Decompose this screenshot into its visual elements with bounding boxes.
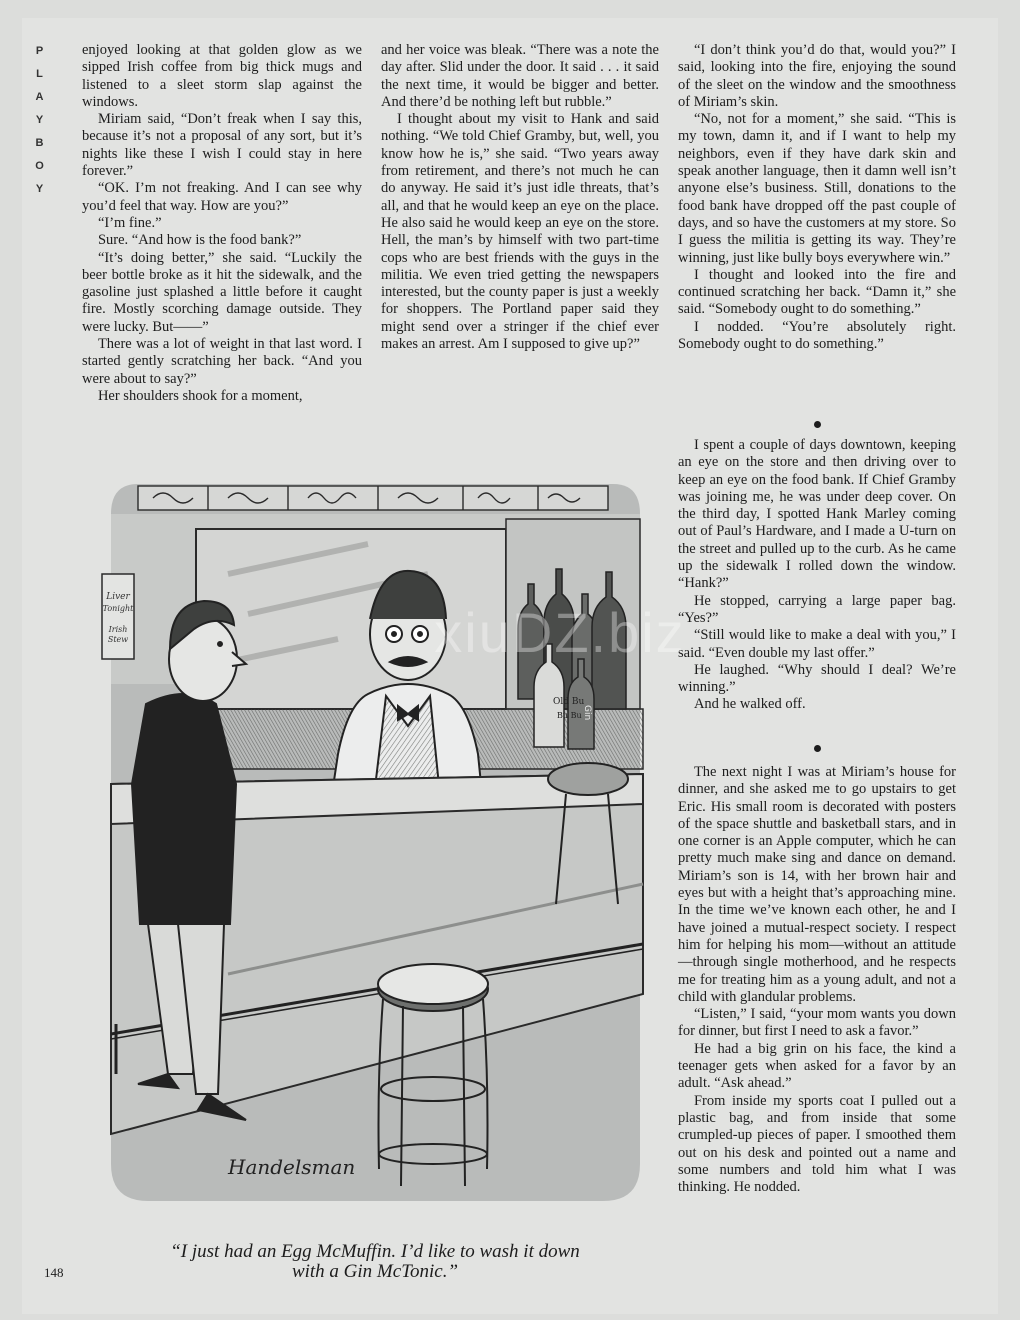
page-number: 148 <box>44 1265 64 1280</box>
bottle-label: Bu Bu <box>557 711 582 720</box>
paragraph: I thought about my visit to Hank and said nothing. “We told Chief Gramby, but, well, you know how he is,” she said. “Two years away from retirement, and there’s not much he can do anyway. He said it’s just idle threats, that’s all, and that he would keep an eye on the place. He also said he would keep an eye on the store. Hell, the man’s by himself with two part-time cops who are best friends with the guys in the militia. We even tried getting the newspapers interested, but the county paper is just a weekly for shoppers. The Portland paper said they might send over a stringer if the chief ever makes an arrest. Am I supposed to give up?” <box>381 111 659 353</box>
bottle-label: Old Bu <box>553 697 585 707</box>
watermark: xiuDZ.biz <box>434 601 686 664</box>
column-2 <box>381 42 659 353</box>
section-break-bullet <box>814 421 821 428</box>
paragraph: “I don’t think you’d do that, would you?” I said, looking into the fire, enjoying the sound of the sleet on the window and the smoothness of Miriam’s skin. <box>678 42 956 110</box>
sign-text: Tonight <box>102 604 134 613</box>
cartoon-caption: “I just had an Egg McMuffin. I’d like to wash it down with a Gin McTonic.” <box>170 1241 580 1282</box>
paragraph: I nodded. “You’re absolutely right. Somebody ought to do something.” <box>678 318 956 353</box>
column-3-part-1 <box>678 42 956 353</box>
paragraph: Miriam said, “Don’t freak when I say this, because it’s not a proposal of any sort, but it’s nights like these I wish I could stay in here forever.” <box>82 111 362 180</box>
paragraph: “Listen,” I said, “your mom wants you down for dinner, but first I need to ask a favor.” <box>678 1006 956 1040</box>
paragraph: The next night I was at Miriam’s house for dinner, and she asked me to go upstairs to get Eric. His small room is decorated with posters of the space shuttle and basketball stars, and in one corner is an Apple computer, which he can pretty much make sing and dance on demand. Miriam’s son is 14, with her brown hair and eyes but with a height that’s approaching mine. In the time we’ve known each other, he and I have joined a mutual-respect society. I respect him for helping his mom—without an attitude—through single motherhood, and he respects me for treating him as a young adult, and not a child with glandular problems. <box>678 764 956 1005</box>
paragraph: He had a big grin on his face, the kind a teenager gets when asked for a favor by an adult. “Ask ahead.” <box>678 1040 956 1092</box>
bottle-label: Gin <box>582 705 592 721</box>
paragraph: There was a lot of weight in that last word. I started gently scratching her back. “And you were about to say?” <box>82 336 362 387</box>
folio-playboy: P L A Y B O Y <box>35 45 45 195</box>
paragraph: I spent a couple of days downtown, keeping an eye on the store and then driving over to keep an eye on the food bank. If Chief Gramby was joining me, he was under deep cover. On the third day, I spotted Hank Marley coming out of Paul’s Hardware, and I made a U-turn on the street and pulled up to the curb. As he came up the sidewalk I rolled down the window. “Hank?” <box>678 437 956 592</box>
paragraph: From inside my sports coat I pulled out a plastic bag, and from inside that some crumpled-up pieces of paper. I smoothed them out on his desk and pointed out a name and some numbers and told him what I was thinking. He nodded. <box>678 1092 956 1196</box>
menu-sign <box>102 574 134 659</box>
paragraph: “No, not for a moment,” she said. “This is my town, damn it, and if I want to help my neighbors, even if they have dark skin and speak another language, then it damn well isn’t anyone else’s business. Still, donations to the food bank have dropped off the past couple of days, and so have the customers at my store. So I guess the militia is getting its way. They’re winning, just like bully boys everywhere win.” <box>678 111 956 266</box>
paragraph: “OK. I’m not freaking. And I can see why you’d feel that way. How are you?” <box>82 180 362 214</box>
paragraph: He stopped, carrying a large paper bag. “Yes?” <box>678 592 956 626</box>
sign-text: Stew <box>107 635 129 644</box>
paragraph: I thought and looked into the fire and continued scratching her back. “Damn it,” she said. “Somebody ought to do something.” <box>678 266 956 318</box>
section-break-bullet <box>814 745 821 752</box>
artist-signature: Handelsman <box>228 1155 356 1179</box>
paragraph: and her voice was bleak. “There was a note the day after. Slid under the door. It said . . . it said the next time, it would be bigger and better. And there’d be nothing left but rubble.” <box>381 42 659 110</box>
paragraph: Sure. “And how is the food bank?” <box>97 232 302 249</box>
paragraph: And he walked off. <box>693 696 806 713</box>
bar-frieze <box>138 486 608 510</box>
paragraph: He laughed. “Why should I deal? We’re winning.” <box>678 661 956 696</box>
paragraph: “Still would like to make a deal with you,” I said. “Even double my last offer.” <box>678 627 956 661</box>
column-3-part-3 <box>678 764 956 1196</box>
sign-text: Liver <box>106 592 130 602</box>
column-3-part-2 <box>678 437 956 714</box>
paragraph: Her shoulders shook for a moment, <box>97 387 303 404</box>
column-1 <box>82 42 362 405</box>
paragraph: “I’m fine.” <box>97 214 162 231</box>
sign-text: Irish <box>108 625 128 634</box>
cartoon-illustration <box>102 474 643 1204</box>
paragraph: enjoyed looking at that golden glow as we sipped Irish coffee from big thick mugs and listened to a sleet storm slap against the windows. <box>82 42 362 110</box>
paragraph: “It’s doing better,” she said. “Luckily the beer bottle broke as it hit the sidewalk, and the gasoline just splashed a little before it caught fire. Mostly scorching damage outside. They were lucky. But——” <box>82 249 362 335</box>
